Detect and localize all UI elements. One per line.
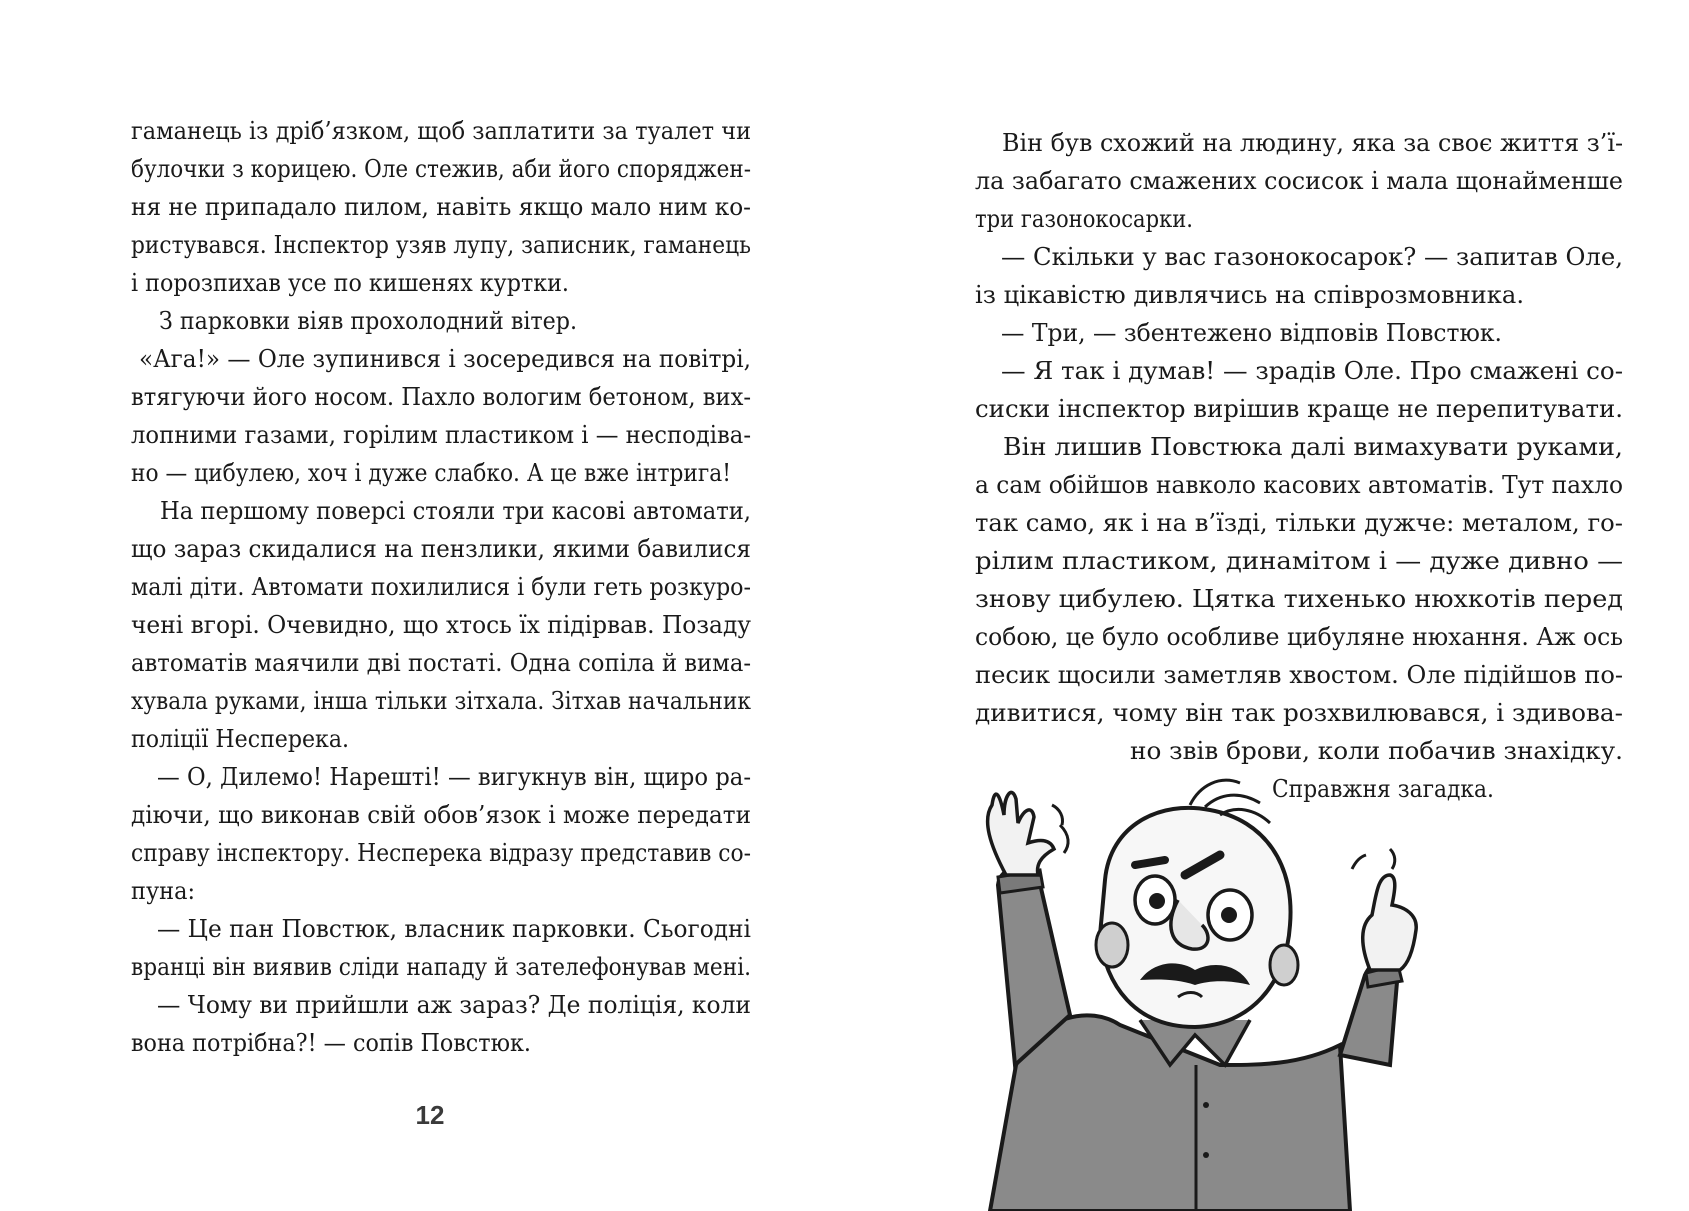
text-line: три газонокосарки. — [975, 204, 1194, 233]
text-line: вранці він виявив сліди нападу й зателефонував мені. — [131, 952, 752, 981]
text-line: а сам обійшов навколо касових автоматів. Тут пахло — [975, 470, 1623, 499]
text-line: сиски інспектор вирішив краще не перепитувати. — [975, 394, 1623, 423]
shirt-button — [1203, 1102, 1209, 1108]
text-line: но звів брови, коли побачив знахідку. — [1130, 736, 1623, 765]
page-number: 12 — [415, 1100, 445, 1130]
text-line: що зараз скидалися на пензлики, якими бавилися — [131, 534, 752, 563]
text-line: ристувався. Інспектор узяв лупу, записник, гаманець — [131, 230, 751, 259]
text-line: втягуючи його носом. Пахло вологим бетоном, вих- — [131, 382, 752, 411]
text-line: «Ага!» — Оле зупинився і зосередився на повітрі, — [139, 344, 751, 373]
text-line: дивитися, чому він так розхвилювався, і здивова- — [975, 698, 1623, 727]
text-line: — Скільки у вас газонокосарок? — запитав Оле, — [1001, 242, 1623, 271]
text-line: справу інспектору. Несперека відразу представив со- — [131, 838, 751, 867]
text-line: — О, Дилемо! Нарешті! — вигукнув він, щиро ра- — [157, 762, 752, 791]
text-line: пуна: — [131, 876, 195, 905]
text-line: гаманець із дріб’язком, щоб заплатити за туалет чи — [131, 116, 752, 145]
text-line: малі діти. Автомати похилилися і були геть розкуро- — [131, 572, 752, 601]
text-line: песик щосили заметляв хвостом. Оле підійшов по- — [975, 660, 1624, 689]
text-line: З парковки віяв прохолодний вітер. — [159, 306, 578, 335]
text-line: знову цибулею. Цятка тихенько нюхкотів перед — [975, 584, 1624, 613]
shirt-button — [1203, 1152, 1209, 1158]
text-line: булочки з корицею. Оле стежив, аби його споряджен- — [131, 154, 751, 183]
left-ear — [1096, 923, 1128, 967]
left-pupil — [1149, 893, 1165, 909]
left-page — [0, 0, 844, 1211]
text-line: Він був схожий на людину, яка за своє життя з’ї- — [1002, 128, 1624, 157]
text-line: поліції Несперека. — [131, 724, 349, 753]
motion-lines-icon — [1052, 805, 1068, 853]
text-line: собою, це було особливе цибуляне нюхання. Аж ось — [975, 622, 1624, 651]
motion-lines-icon — [1352, 849, 1395, 869]
text-line: — Чому ви прийшли аж зараз? Де поліція, коли — [157, 990, 751, 1019]
text-line: і порозпихав усе по кишенях куртки. — [131, 268, 569, 297]
text-line: но — цибулею, хоч і дуже слабко. А це вже інтрига! — [131, 458, 731, 487]
text-line: рілим пластиком, динамітом і — дуже дивно — — [975, 546, 1624, 575]
text-line: із цікавістю дивлячись на співрозмовника. — [975, 280, 1525, 309]
text-line: вона потрібна?! — сопів Повстюк. — [131, 1028, 532, 1057]
text-line: — Три, — збентежено відповів Повстюк. — [1001, 318, 1502, 347]
text-line: автоматів маячили дві постаті. Одна сопіла й вима- — [131, 648, 752, 677]
right-hand — [1363, 875, 1416, 970]
text-line: діючи, що виконав свій обов’язок і може передати — [131, 800, 751, 829]
text-line: — Я так і думав! — зрадів Оле. Про смажені со- — [1001, 356, 1624, 385]
text-line: ня не припадало пилом, навіть якщо мало ним ко- — [131, 192, 752, 221]
right-pupil — [1221, 907, 1237, 923]
text-line: — Це пан Повстюк, власник парковки. Сьогодні — [157, 914, 752, 943]
text-line: ла забагато смажених сосисок і мала щонайменше — [975, 166, 1624, 195]
text-line: чені вгорі. Очевидно, що хтось їх підірвав. Позаду — [131, 610, 752, 639]
right-ear — [1270, 945, 1298, 985]
text-line: Він лишив Повстюка далі вимахувати руками, — [1003, 432, 1623, 461]
text-line: лопними газами, горілим пластиком і — несподіва- — [131, 420, 752, 449]
text-line: Справжня загадка. — [1272, 774, 1494, 803]
left-eyebrow — [1135, 860, 1165, 865]
left-hand — [988, 792, 1054, 875]
text-line: На першому поверсі стояли три касові автомати, — [160, 496, 752, 525]
man-illustration — [920, 765, 1560, 1211]
text-line: хувала руками, інша тільки зітхала. Зітхав начальник — [131, 686, 752, 715]
text-line: так само, як і на в’їзді, тільки дужче: металом, го- — [975, 508, 1623, 537]
